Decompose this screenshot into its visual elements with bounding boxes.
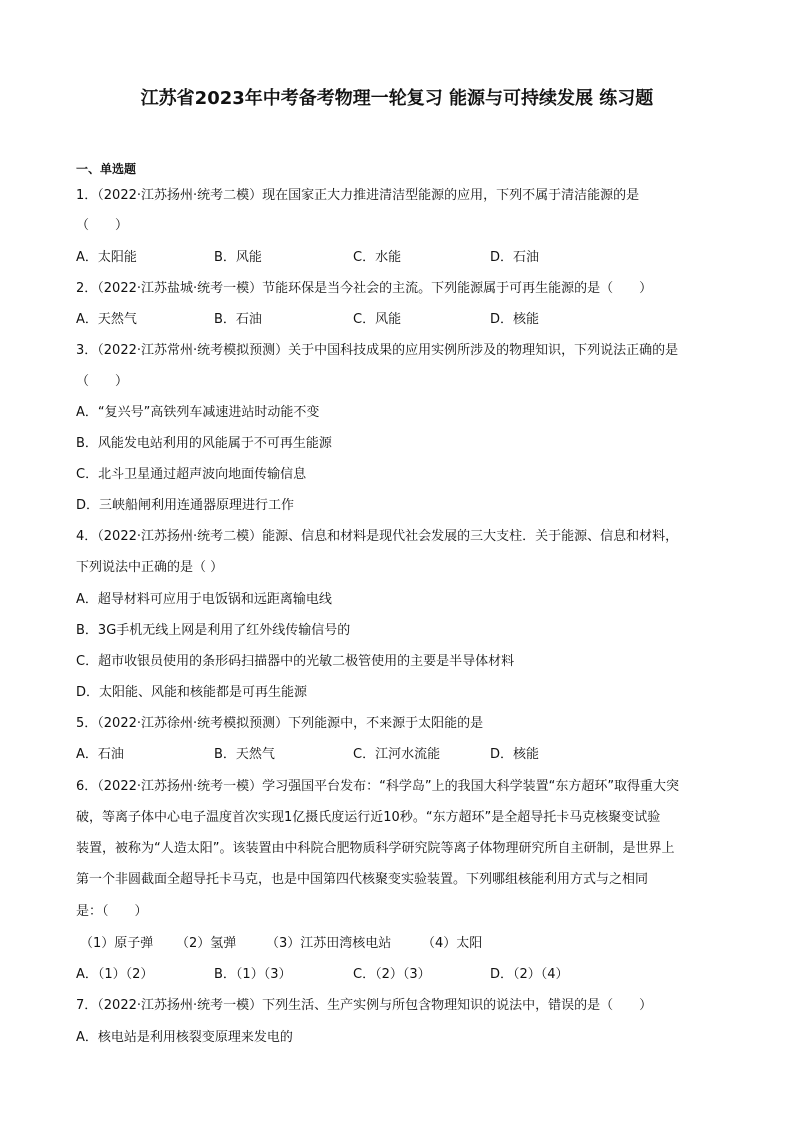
question-6-option-c: C．（2）（3） (353, 967, 431, 982)
question-6-line-3: 装置，被称为“人造太阳”。该装置由中科院合肥物质科学研究院等离子体物理研究所自主研制，是世界上 (76, 841, 675, 856)
question-4-option-a: A．超导材料可应用于电饭锅和远距离输电线 (76, 592, 332, 607)
question-7-option-a: A．核电站是利用核裂变原理来发电的 (76, 1030, 293, 1045)
question-1-option-a: A．太阳能 (76, 250, 137, 265)
question-1-option-d: D．石油 (490, 250, 540, 265)
document-title: 江苏省2023年中考备考物理一轮复习 能源与可持续发展 练习题 (140, 88, 654, 109)
question-6-item-4: （4）太阳 (422, 936, 483, 951)
question-1-option-c: C．水能 (353, 250, 402, 265)
question-3-option-b: B．风能发电站利用的风能属于不可再生能源 (76, 436, 332, 451)
question-6-option-d: D．（2）（4） (490, 967, 569, 982)
question-6-line-4: 第一个非圆截面全超导托卡马克，也是中国第四代核聚变实验装置。下列哪组核能利用方式与之相同 (76, 872, 649, 887)
question-2-option-d: D．核能 (490, 312, 540, 327)
question-6-option-b: B．（1）（3） (214, 967, 292, 982)
question-7-line-1: 7．（2022·江苏扬州·统考一模）下列生活、生产实例与所包含物理知识的说法中，错误的是（ ） (76, 998, 653, 1013)
question-5-option-c: C．江河水流能 (353, 747, 441, 762)
question-5-option-b: B．天然气 (214, 747, 275, 762)
question-6-line-5: 是：（ ） (76, 904, 148, 919)
question-1-option-b: B．风能 (214, 250, 262, 265)
question-5-line-1: 5．（2022·江苏徐州·统考模拟预测）下列能源中，不来源于太阳能的是 (76, 716, 484, 731)
section-heading: 一、单选题 (76, 162, 137, 176)
question-4-line-2: 下列说法中正确的是（ ） (76, 560, 224, 575)
question-3-option-a: A．“复兴号”高铁列车减速进站时动能不变 (76, 405, 320, 420)
question-6-item-1: （1）原子弹 (80, 936, 154, 951)
question-4-line-1: 4．（2022·江苏扬州·统考二模）能源、信息和材料是现代社会发展的三大支柱．关于能源、信息和材料， (76, 529, 679, 544)
question-3-option-d: D．三峡船闸利用连通器原理进行工作 (76, 498, 295, 513)
question-4-option-d: D．太阳能、风能和核能都是可再生能源 (76, 685, 308, 700)
question-6-item-2: （2）氢弹 (176, 936, 237, 951)
question-2-line-1: 2．（2022·江苏盐城·统考一模）节能环保是当今社会的主流。下列能源属于可再生能源的是（ ） (76, 281, 653, 296)
question-1-line-2: （ ） (76, 218, 129, 233)
question-6-line-2: 破，等离子体中心电子温度首次实现1亿摄氏度运行近10秒。“东方超环”是全超导托卡马克核聚变试验 (76, 810, 661, 825)
question-3-line-2: （ ） (76, 374, 129, 389)
question-6-item-3: （3）江苏田湾核电站 (266, 936, 392, 951)
question-6-option-a: A．（1）（2） (76, 967, 154, 982)
question-5-option-a: A．石油 (76, 747, 124, 762)
question-4-option-b: B．3G手机无线上网是利用了红外线传输信号的 (76, 623, 351, 638)
question-6-line-1: 6．（2022·江苏扬州·统考一模）学习强国平台发布：“科学岛”上的我国大科学装置“东方超环”取得重大突 (76, 779, 680, 794)
question-3-line-1: 3．（2022·江苏常州·统考模拟预测）关于中国科技成果的应用实例所涉及的物理知识，下列说法正确的是 (76, 343, 679, 358)
question-5-option-d: D．核能 (490, 747, 540, 762)
question-2-option-a: A．天然气 (76, 312, 137, 327)
question-3-option-c: C．北斗卫星通过超声波向地面传输信息 (76, 467, 307, 482)
question-1-line-1: 1．（2022·江苏扬州·统考二模）现在国家正大力推进清洁型能源的应用，下列不属于清洁能源的是 (76, 188, 640, 203)
question-2-option-c: C．风能 (353, 312, 402, 327)
question-4-option-c: C．超市收银员使用的条形码扫描器中的光敏二极管使用的主要是半导体材料 (76, 654, 515, 669)
question-2-option-b: B．石油 (214, 312, 262, 327)
